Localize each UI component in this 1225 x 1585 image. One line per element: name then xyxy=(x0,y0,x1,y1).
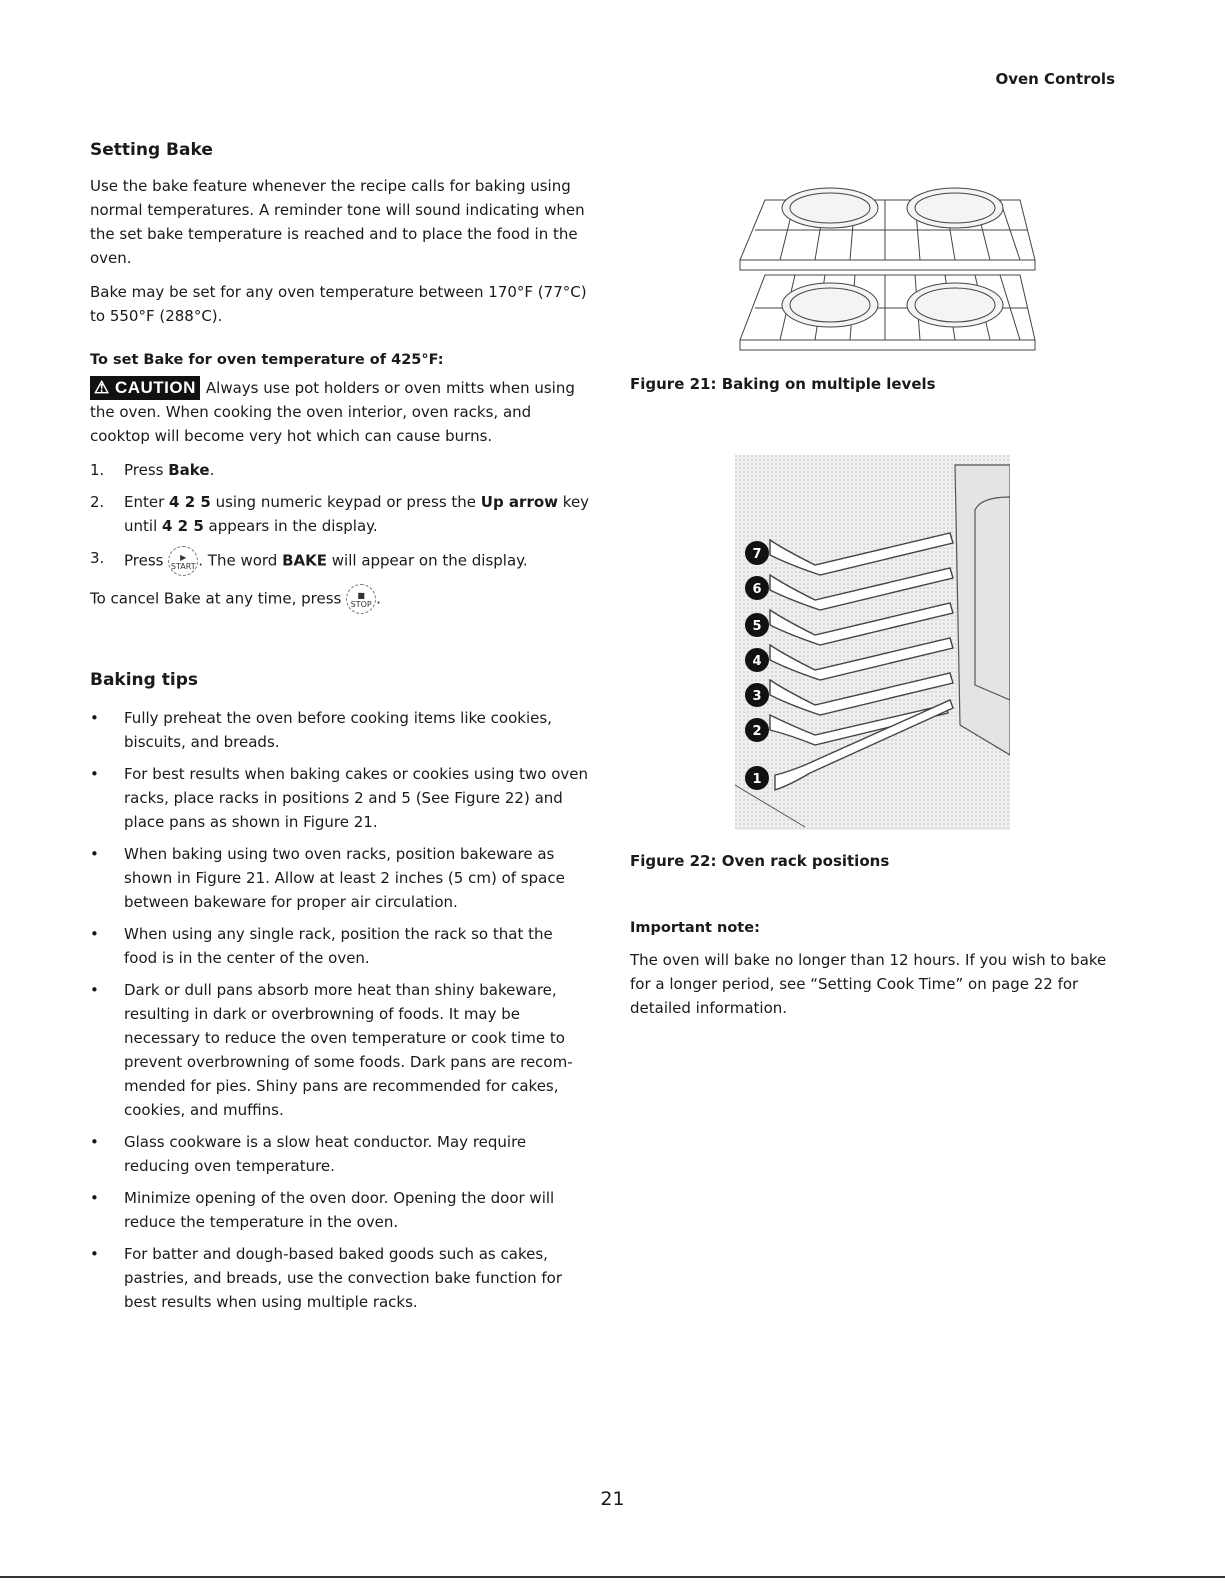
figure-21-illustration xyxy=(735,180,1045,360)
baking-tips-title: Baking tips xyxy=(90,670,198,690)
step-text: key until xyxy=(124,493,590,535)
caution-text: Always use pot holders or oven mitts when using the oven. When cooking the oven interior, oven racks, and cooktop will become very hot which can cause burns. xyxy=(90,379,575,445)
step-number: 2. xyxy=(90,493,105,511)
tip-item: • When using any single rack, position the rack so that the food is in the center of the oven. xyxy=(90,922,590,970)
important-note-text: The oven will bake no longer than 12 hours. If you wish to bake for a longer period, see “Setting Cook Time” on page 22 for detailed information. xyxy=(630,951,1107,1017)
figure-22-illustration xyxy=(735,455,1010,830)
tip-item: • Dark or dull pans absorb more heat than shiny bakeware, resulting in dark or overbrowning of foods. It may be necessary to reduce the oven temperature or cook time to prevent overbrowning of some foods. Dark pans are recom-mended for pies. Shiny pans are recommended for cakes, cookies, and muffins. xyxy=(90,978,590,1122)
rack-position-5-label: 5 xyxy=(752,619,762,634)
setting-bake-intro: Use the bake feature whenever the recipe calls for baking using normal temperatures. A reminder tone will sound indicating when the set bake temperature is reached and to place the food in the oven. xyxy=(90,177,585,267)
tip-item: • For batter and dough-based baked goods such as cakes, pastries, and breads, use the convection bake function for best results when using multiple racks. xyxy=(90,1242,590,1314)
oven-rack-positions-icon xyxy=(735,455,1010,830)
tip-item: • When baking using two oven racks, position bakeware as shown in Figure 21. Allow at least 2 inches (5 cm) of space between bakeware for proper air circulation. xyxy=(90,842,590,914)
start-button-icon: ▶ START xyxy=(168,546,198,576)
bake-key-label: Bake xyxy=(168,461,210,479)
step-3 xyxy=(90,546,590,576)
stop-button-icon: ■ STOP xyxy=(346,584,376,614)
page-number: 21 xyxy=(600,1488,625,1510)
tip-item: • Glass cookware is a slow heat conductor. May require reducing oven temperature. xyxy=(90,1130,590,1178)
step-text: . The word xyxy=(198,551,283,570)
baking-tips-list xyxy=(90,706,590,1314)
bake-steps xyxy=(90,458,590,576)
up-arrow-key-label: Up arrow xyxy=(480,493,559,511)
setting-bake-title: Setting Bake xyxy=(90,140,213,160)
step-number: 3. xyxy=(90,549,105,567)
rack-position-7-label: 7 xyxy=(752,547,762,562)
temperature-digits: 4 2 5 xyxy=(162,517,204,535)
rack-position-4-label: 4 xyxy=(752,654,762,669)
bottom-divider xyxy=(0,1576,1225,1578)
baking-tips-section xyxy=(90,670,590,1322)
caution-badge: ⚠ CAUTION xyxy=(90,376,200,400)
rack-position-1-label: 1 xyxy=(752,772,762,787)
section-header: Oven Controls xyxy=(995,70,1115,88)
cancel-instruction: To cancel Bake at any time, press ■ STOP . xyxy=(90,584,590,614)
rack-position-2-label: 2 xyxy=(752,724,762,739)
bake-display-word: BAKE xyxy=(282,551,328,570)
step-text: using numeric keypad or press the xyxy=(210,493,481,511)
step-2 xyxy=(90,490,590,538)
caution-paragraph xyxy=(90,376,590,448)
set-bake-subheading: To set Bake for oven temperature of 425°F: xyxy=(90,352,444,368)
step-text: will appear on the display. xyxy=(327,551,528,570)
step-text: . xyxy=(209,461,215,479)
important-note-title: Important note: xyxy=(630,920,760,936)
tip-item: • Minimize opening of the oven door. Opening the door will reduce the temperature in the oven. xyxy=(90,1186,590,1234)
step-text: appears in the display. xyxy=(203,517,378,535)
tip-item: • Fully preheat the oven before cooking items like cookies, biscuits, and breads. xyxy=(90,706,590,754)
important-note-section xyxy=(630,920,1130,1020)
rack-position-6-label: 6 xyxy=(752,582,762,597)
step-text: Press xyxy=(124,551,169,570)
figure-22-caption: Figure 22: Oven rack positions xyxy=(630,852,890,870)
step-1 xyxy=(90,458,590,482)
temperature-digits: 4 2 5 xyxy=(169,493,211,511)
rack-position-3-label: 3 xyxy=(752,689,762,704)
setting-bake-section xyxy=(90,140,590,614)
setting-bake-range: Bake may be set for any oven temperature between 170°F (77°C) to 550°F (288°C). xyxy=(90,283,587,325)
figure-21-caption: Figure 21: Baking on multiple levels xyxy=(630,375,936,393)
oven-racks-with-pans-icon xyxy=(735,180,1045,360)
tip-item: • For best results when baking cakes or cookies using two oven racks, place racks in positions 2 and 5 (See Figure 22) and place pans as shown in Figure 21. xyxy=(90,762,590,834)
step-text: Press xyxy=(124,461,169,479)
step-number: 1. xyxy=(90,461,105,479)
step-text: Enter xyxy=(124,493,170,511)
